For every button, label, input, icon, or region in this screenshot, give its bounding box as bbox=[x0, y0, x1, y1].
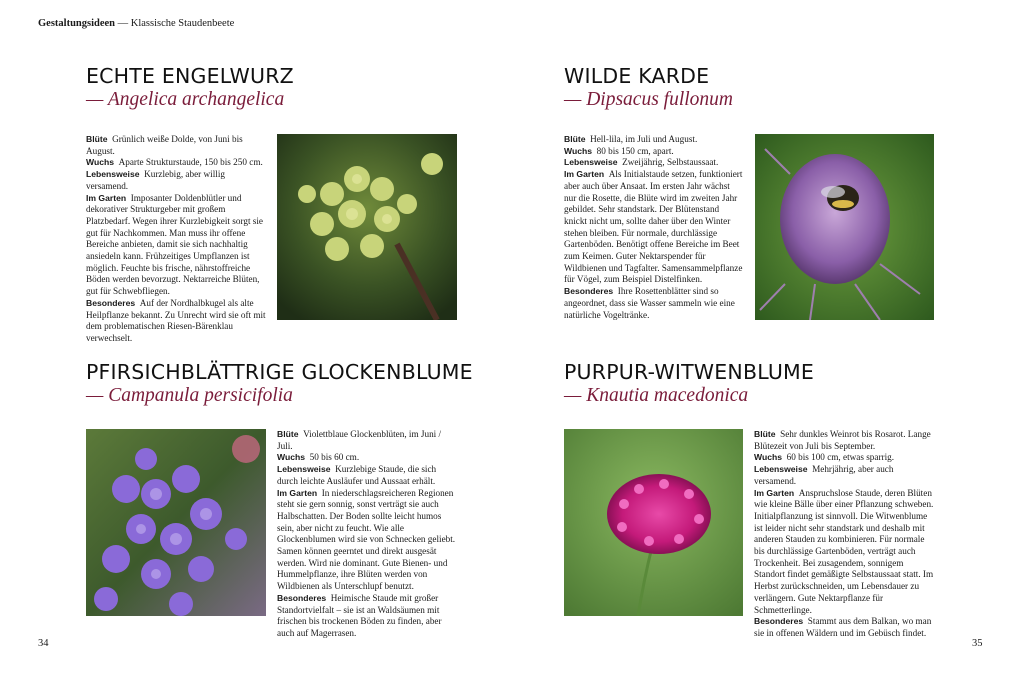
description-label: Im Garten bbox=[86, 192, 127, 203]
description-text: Grünlich weiße Dolde, von Juni bis August. bbox=[86, 134, 243, 156]
plant-description-knautia bbox=[754, 429, 936, 640]
description-label: Besonderes bbox=[277, 592, 327, 603]
description-label: Blüte bbox=[86, 134, 108, 144]
plant-latin-name: — Angelica archangelica bbox=[86, 89, 285, 110]
description-text: Zweijährig, Selbstaussaat. bbox=[622, 157, 719, 168]
description-text: Heimische Staude mit großer Standortvielfalt – sie ist an Waldsäumen mit frischen bis trockenen Böden zu finden, aber auch auf Magerrasen. bbox=[277, 592, 442, 638]
description-label: Besonderes bbox=[86, 297, 136, 308]
plant-block-campanula bbox=[86, 360, 473, 408]
campanula-flowers-photo bbox=[86, 429, 266, 616]
description-paragraph bbox=[754, 452, 936, 464]
plant-block-knautia bbox=[564, 360, 944, 408]
plant-block-dipsacus bbox=[564, 64, 944, 112]
knautia-flower-photo bbox=[564, 429, 743, 616]
description-paragraph bbox=[754, 488, 936, 617]
page-number-left: 34 bbox=[38, 638, 49, 649]
plant-description-dipsacus bbox=[564, 134, 744, 321]
description-paragraph bbox=[754, 616, 936, 639]
description-text: Auf der Nordhalbkugel als alte Heilpflanze bekannt. Zu Unrecht wird sie oft mit dem problematischen Riesen-Bärenklau verwechselt. bbox=[86, 297, 266, 343]
description-text: 80 bis 150 cm, apart. bbox=[596, 145, 674, 156]
plant-description-campanula bbox=[277, 429, 458, 640]
description-text: Sehr dunkles Weinrot bis Rosarot. Lange Blütezeit von Juli bis September. bbox=[754, 429, 931, 451]
description-text: Imposanter Doldenblütler und dekorativer Strukturgeber mit großem Platzbedarf. Wegen ihrer Kurzlebigkeit sorgt sie gut für Nachkommen. Man muss ihr offene Bereiche anbieten, damit sie sich nachhaltig ansiedeln kann. Frühzeitiges Umpflanzen ist möglich. Feuchte bis frische, nährstoffreiche Böden werden bevorzugt. Nektarreiche Blüten, gut für Schwebfliegen. bbox=[86, 192, 263, 297]
plant-title: PFIRSICHBLÄTTRIGE GLOCKENBLUME bbox=[86, 360, 473, 384]
page-number-right: 35 bbox=[972, 638, 983, 649]
description-label: Im Garten bbox=[277, 487, 318, 498]
description-paragraph bbox=[86, 157, 266, 169]
description-text: Violettblaue Glockenblüten, im Juni / Juli. bbox=[277, 429, 442, 451]
description-label: Im Garten bbox=[754, 487, 795, 498]
description-label: Besonderes bbox=[564, 286, 614, 297]
plant-title: ECHTE ENGELWURZ bbox=[86, 64, 294, 88]
description-paragraph bbox=[754, 429, 936, 452]
description-paragraph bbox=[86, 298, 266, 345]
description-text: Stammt aus dem Balkan, wo man sie in offenen Wäldern und im Gebüsch findet. bbox=[754, 616, 932, 638]
plant-description-angelica bbox=[86, 134, 266, 345]
description-text: Ihre Rosettenblätter sind so angeordnet, dass sie Wasser sammeln wie eine natürliche Vogeltränke. bbox=[564, 286, 735, 320]
description-text: Mehrjährig, aber auch versamend. bbox=[754, 464, 894, 486]
description-label: Lebensweise bbox=[277, 464, 331, 475]
description-text: In niederschlagsreicheren Regionen steht sie gern sonnig, sonst verträgt sie auch Halbschatten. Der Boden sollte leicht humos sein, aber nicht zu feucht. Wie alle Glockenblumen wird sie von Schnecken geliebt. Samen können geerntet und direkt ausgesät werden. Wird nie dominant. Gute Bienen- und Hummelpflanze, ihre Blüten werden von Wildbienen als Unterschlupf benutzt. bbox=[277, 487, 456, 592]
description-text: 60 bis 100 cm, etwas sparrig. bbox=[786, 452, 895, 463]
description-label: Lebensweise bbox=[754, 464, 808, 475]
description-text: Kurzlebig, aber willig versamend. bbox=[86, 169, 225, 191]
plant-title: WILDE KARDE bbox=[564, 64, 710, 88]
description-text: Als Initialstaude setzen, funktioniert aber auch über Ansaat. Im ersten Jahr wächst nur die Rosette, die Blüte wird im zweiten Jahr gebildet. Sehr standstark. Der Blütenstand knickt nicht um, sollte daher über den Winter stehen bleiben. Für normale, durchlässige Gartenböden. Benötigt offene Bereiche im Beet zum Keimen. Guter Nektarspender für Wildbienen und Tagfalter. Samensammelpflanze für Vögel, zum Beispiel Distelfinken. bbox=[564, 169, 743, 285]
description-text: Aparte Strukturstaude, 150 bis 250 cm. bbox=[118, 157, 263, 168]
description-label: Wuchs bbox=[754, 452, 783, 463]
description-label: Besonderes bbox=[754, 616, 804, 627]
description-text: 50 bis 60 cm. bbox=[309, 452, 360, 463]
description-paragraph bbox=[564, 134, 744, 146]
description-paragraph bbox=[277, 488, 458, 593]
description-paragraph bbox=[86, 193, 266, 298]
description-text: Kurzlebige Staude, die sich durch leichte Ausläufer und Aussaat erhält. bbox=[277, 464, 437, 486]
header-dash: — bbox=[117, 18, 129, 29]
plant-title: PURPUR-WITWENBLUME bbox=[564, 360, 815, 384]
header-section: Gestaltungsideen bbox=[38, 18, 116, 29]
running-header bbox=[38, 18, 234, 29]
angelica-flower-photo bbox=[277, 134, 457, 320]
description-label: Lebensweise bbox=[86, 169, 140, 180]
description-label: Lebensweise bbox=[564, 157, 618, 168]
description-text: Hell-lila, im Juli und August. bbox=[590, 134, 698, 144]
description-paragraph bbox=[277, 429, 458, 452]
description-label: Blüte bbox=[564, 134, 586, 144]
description-label: Wuchs bbox=[277, 452, 306, 463]
description-paragraph bbox=[564, 157, 744, 169]
description-paragraph bbox=[277, 452, 458, 464]
description-paragraph bbox=[564, 286, 744, 321]
description-label: Wuchs bbox=[564, 145, 593, 156]
description-paragraph bbox=[564, 169, 744, 286]
plant-latin-name: — Knautia macedonica bbox=[564, 385, 749, 406]
description-label: Im Garten bbox=[564, 169, 605, 180]
plant-block-angelica bbox=[86, 64, 466, 112]
teasel-with-bumblebee-photo bbox=[755, 134, 934, 320]
plant-latin-name: — Dipsacus fullonum bbox=[564, 89, 734, 110]
description-paragraph bbox=[86, 134, 266, 157]
description-label: Wuchs bbox=[86, 157, 115, 168]
description-label: Blüte bbox=[754, 429, 776, 439]
header-subsection: Klassische Staudenbeete bbox=[130, 18, 235, 29]
description-label: Blüte bbox=[277, 429, 299, 439]
description-paragraph bbox=[86, 169, 266, 192]
description-text: Anspruchslose Staude, deren Blüten wie kleine Bälle über einer Pflanzung schweben. Initialpflanzung ist sinnvoll. Die Witwenblume ist leider nicht sehr standstark und deshalb mit anderen Stauden zu kombinieren. Für normale bis durchlässige Gartenböden, verträgt auch Trockenheit. Bei zusagendem, sonnigem Standort findet gemäßigte Selbstaussaat statt. Im Herbst zurückschneiden, um Lebensdauer zu verlängern. Gute Nektarpflanze für Schmetterlinge. bbox=[754, 487, 934, 615]
plant-latin-name: — Campanula persicifolia bbox=[86, 385, 293, 406]
description-paragraph bbox=[277, 464, 458, 487]
description-paragraph bbox=[754, 464, 936, 487]
description-paragraph bbox=[564, 146, 744, 158]
description-paragraph bbox=[277, 593, 458, 640]
